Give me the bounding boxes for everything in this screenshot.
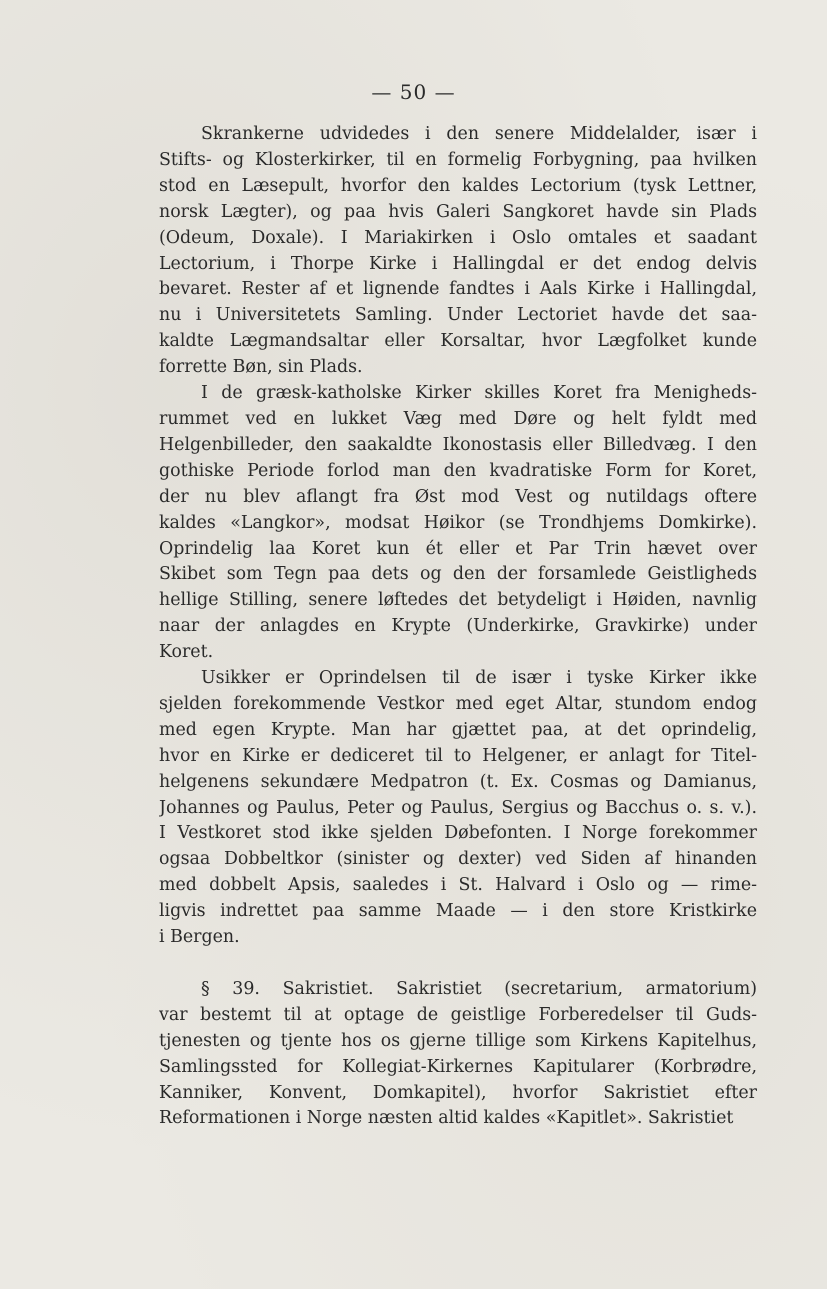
- text-line: Johannes og Paulus, Peter og Paulus, Sergius og Bacchus o. s. v.).: [159, 797, 757, 818]
- text-line: nu i Universitetets Samling. Under Lectoriet havde det saa-: [159, 305, 757, 326]
- paragraph: [159, 666, 757, 951]
- page-number: — 50 —: [371, 80, 456, 104]
- text-line: bevaret. Rester af et lignende fandtes i Aals Kirke i Hallingdal,: [159, 279, 757, 300]
- text-line: kaldes «Langkor», modsat Høikor (se Trondhjems Domkirke).: [159, 512, 757, 533]
- text-line: naar der anlagdes en Krypte (Underkirke, Gravkirke) under: [159, 616, 757, 637]
- text-line: Samlingssted for Kollegiat-Kirkernes Kapitularer (Korbrødre,: [159, 1056, 757, 1077]
- section-spacer: [159, 951, 757, 977]
- text-line: sjelden forekommende Vestkor med eget Altar, stundom endog: [159, 693, 757, 714]
- text-line: Oprindelig laa Koret kun ét eller et Par Trin hævet over: [159, 538, 757, 559]
- text-line: helgenens sekundære Medpatron (t. Ex. Cosmas og Damianus,: [159, 771, 757, 792]
- text-line: Skibet som Tegn paa dets og den der forsamlede Geistligheds: [159, 564, 757, 585]
- text-line: tjenesten og tjente hos os gjerne tillige som Kirkens Kapitelhus,: [159, 1030, 757, 1051]
- text-line: ogsaa Dobbeltkor (sinister og dexter) ved Siden af hinanden: [159, 849, 757, 870]
- text-line: I de græsk-katholske Kirker skilles Koret fra Menigheds-: [201, 383, 757, 404]
- text-line: rummet ved en lukket Væg med Døre og helt fyldt med: [159, 408, 757, 429]
- body-text: [159, 122, 757, 1132]
- text-line: Koret.: [159, 642, 214, 663]
- text-line: hellige Stilling, senere løftedes det betydeligt i Høiden, navnlig: [159, 590, 757, 611]
- text-line: stod en Læsepult, hvorfor den kaldes Lectorium (tysk Lettner,: [159, 175, 757, 196]
- text-line: med dobbelt Apsis, saaledes i St. Halvard i Oslo og — rime-: [159, 875, 757, 896]
- paragraph: [159, 977, 757, 1132]
- text-line: Helgenbilleder, den saakaldte Ikonostasis eller Billedvæg. I den: [159, 434, 757, 455]
- text-line: Skrankerne udvidedes i den senere Middelalder, især i: [201, 124, 757, 144]
- paragraph: [159, 381, 757, 666]
- text-line: § 39. Sakristiet. Sakristiet (secretarium, armatorium): [201, 978, 757, 999]
- text-line: norsk Lægter), og paa hvis Galeri Sangkoret havde sin Plads: [159, 201, 757, 222]
- text-line: I Vestkoret stod ikke sjelden Døbefonten. I Norge forekommer: [159, 823, 757, 844]
- text-line: gothiske Periode forlod man den kvadratiske Form for Koret,: [159, 460, 757, 481]
- text-line: hvor en Kirke er dediceret til to Helgener, er anlagt for Titel-: [159, 745, 757, 766]
- text-line: Stifts- og Klosterkirker, til en formelig Forbygning, paa hvilken: [159, 149, 757, 170]
- text-line: (Odeum, Doxale). I Mariakirken i Oslo omtales et saadant: [159, 227, 757, 248]
- text-line: Kanniker, Konvent, Domkapitel), hvorfor Sakristiet efter: [159, 1082, 757, 1103]
- text-line: i Bergen.: [159, 927, 240, 948]
- paragraph: [159, 122, 757, 381]
- text-line: var bestemt til at optage de geistlige Forberedelser til Guds-: [159, 1004, 757, 1025]
- text-line: kaldte Lægmandsaltar eller Korsaltar, hvor Lægfolket kunde: [159, 331, 757, 352]
- text-line: der nu blev aflangt fra Øst mod Vest og nutildags oftere: [159, 486, 757, 507]
- text-line: med egen Krypte. Man har gjættet paa, at det oprindelig,: [159, 719, 757, 740]
- text-line: Lectorium, i Thorpe Kirke i Hallingdal er det endog delvis: [159, 253, 757, 274]
- text-line: Reformationen i Norge næsten altid kaldes «Kapitlet». Sakristiet: [159, 1108, 734, 1129]
- text-line: forrette Bøn, sin Plads.: [159, 357, 363, 378]
- text-line: Usikker er Oprindelsen til de især i tyske Kirker ikke: [201, 668, 757, 689]
- text-line: ligvis indrettet paa samme Maade — i den store Kristkirke: [159, 901, 757, 922]
